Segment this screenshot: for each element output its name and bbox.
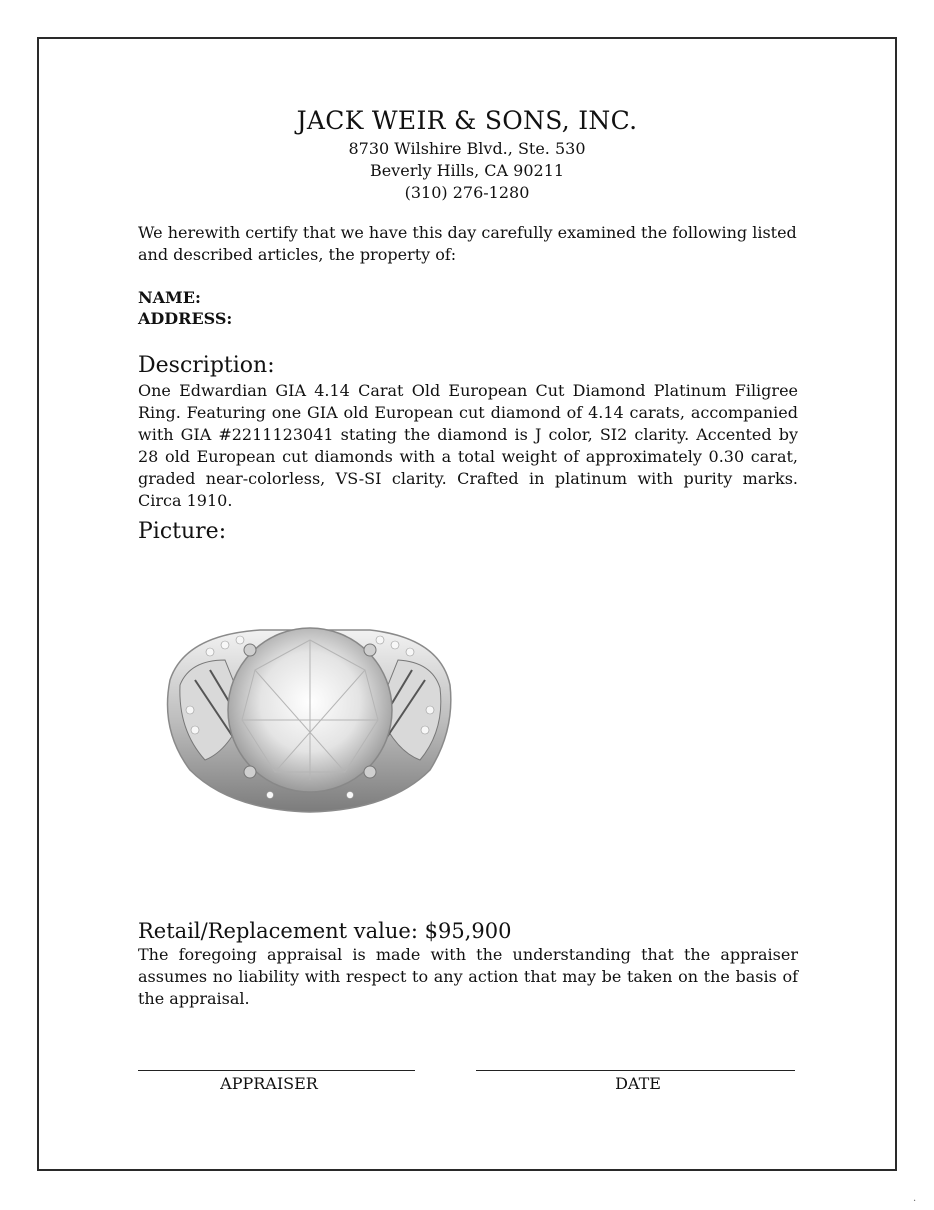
company-phone: (310) 276-1280 xyxy=(404,183,530,202)
date-label: DATE xyxy=(615,1074,661,1093)
date-signature-line xyxy=(476,1070,795,1071)
name-label: NAME: xyxy=(138,288,201,307)
corner-mark: . xyxy=(913,1193,917,1204)
ring-photo xyxy=(150,600,470,830)
owner-fields xyxy=(138,287,798,329)
address-label: ADDRESS: xyxy=(138,309,233,328)
picture-heading: Picture: xyxy=(138,519,227,544)
description-heading: Description: xyxy=(138,353,275,378)
company-address-line2: Beverly Hills, CA 90211 xyxy=(369,161,565,180)
appraiser-signature-line xyxy=(138,1070,415,1071)
company-address-line1: 8730 Wilshire Blvd., Ste. 530 xyxy=(348,139,586,158)
appraiser-label: APPRAISER xyxy=(220,1074,318,1093)
certification-statement: We herewith certify that we have this day carefully examined the following listed and described articles, the property of: xyxy=(138,223,797,264)
disclaimer-text: The foregoing appraisal is made with the understanding that the appraiser assumes no liability with respect to any action that may be taken on the basis of the appraisal. xyxy=(138,945,798,1008)
company-name: JACK WEIR & SONS, INC. xyxy=(296,106,638,135)
description-body: One Edwardian GIA 4.14 Carat Old European Cut Diamond Platinum Filigree Ring. Featuring one GIA old European cut diamond of 4.14 carats, accompanied with GIA #2211123041 stating the diamond is J color, SI2 clarity. Accented by 28 old European cut diamonds with a total weight of approximately 0.30 carat, graded near-colorless, VS-SI clarity. Crafted in platinum with purity marks. Circa 1910. xyxy=(138,381,798,510)
letterhead xyxy=(0,104,934,204)
retail-value-heading: Retail/Replacement value: $95,900 xyxy=(138,919,512,943)
